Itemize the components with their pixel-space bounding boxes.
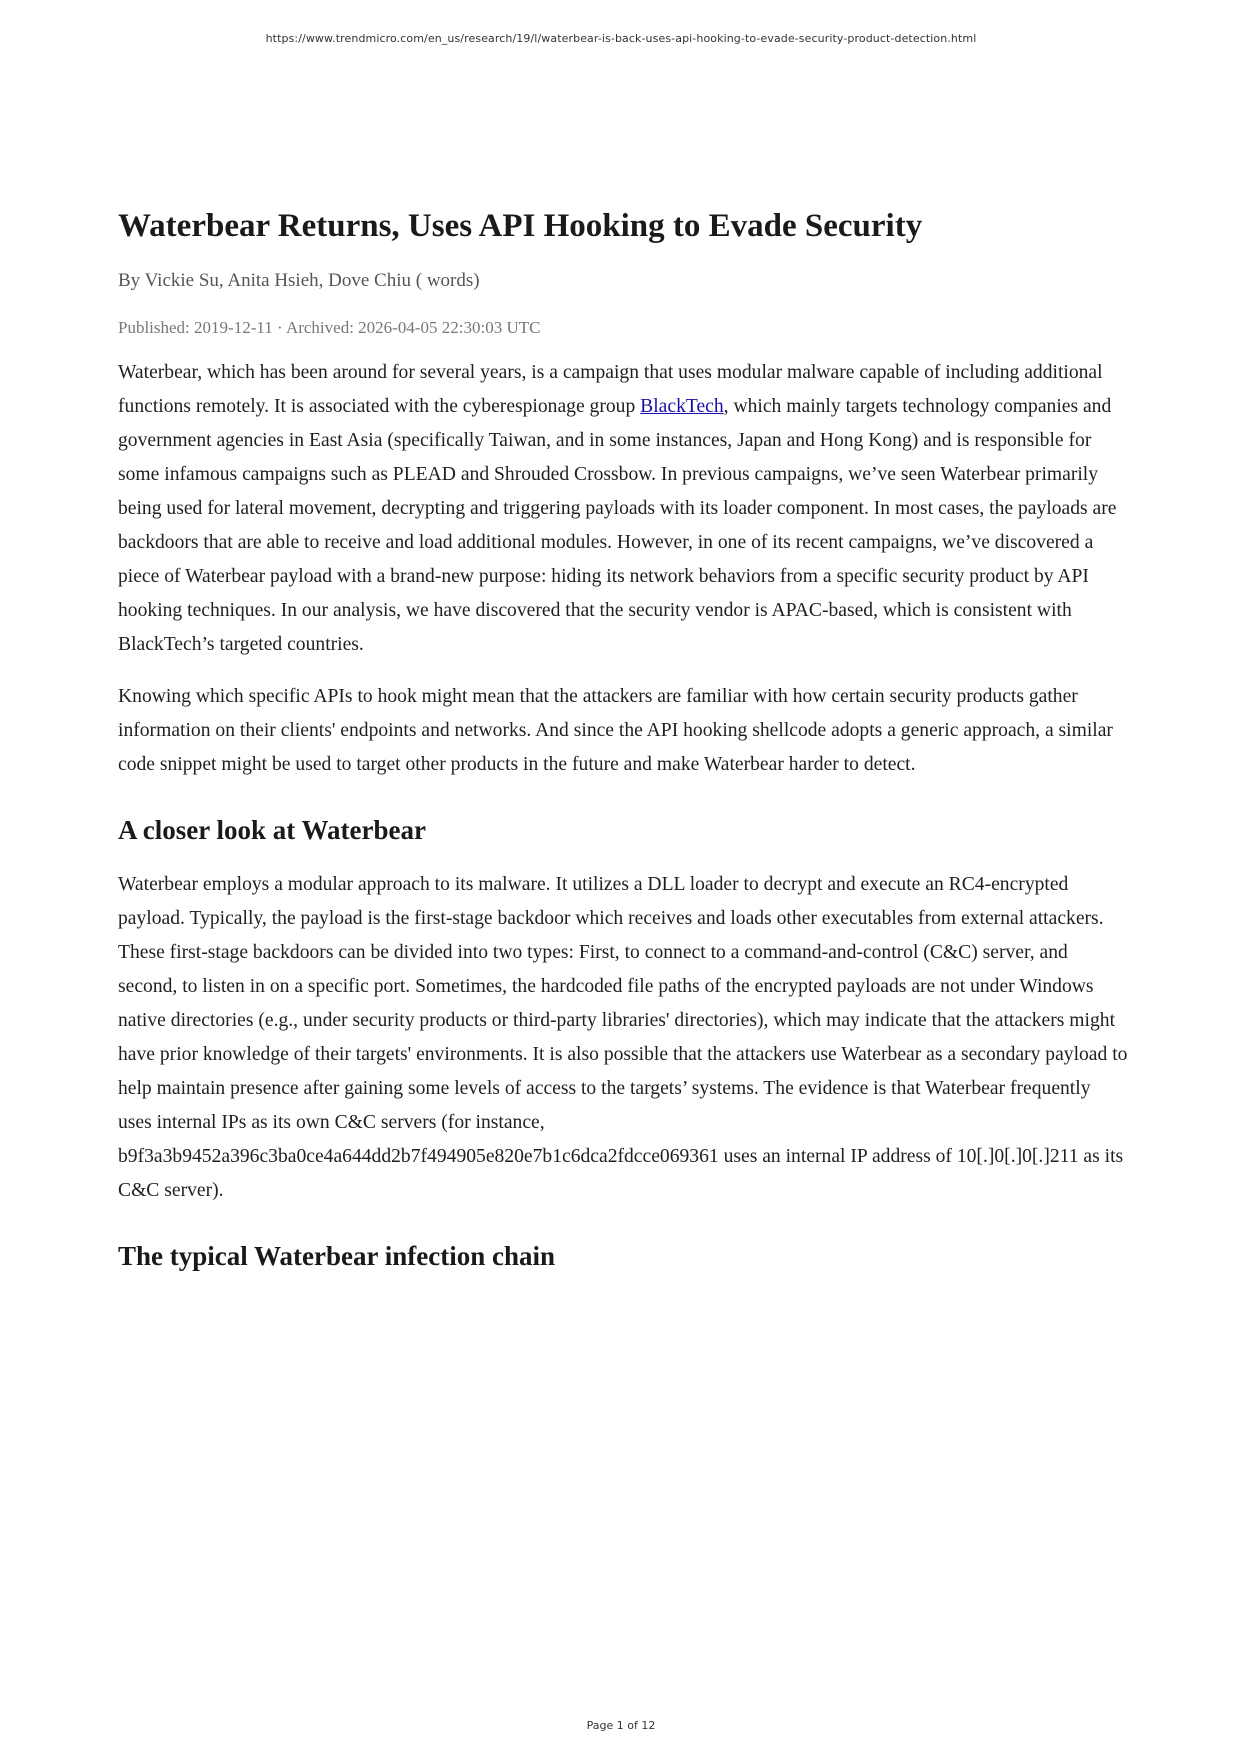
paragraph-api-hooking: Knowing which specific APIs to hook might mean that the attackers are familiar with how certain security products gather information on their clients' endpoints and networks. And since the API hooking shellcode adopts a generic approach, a similar code snippet might be used to target other products in the future and make Waterbear harder to detect. bbox=[118, 686, 1113, 775]
article-body bbox=[118, 206, 1128, 1294]
paragraph-intro bbox=[118, 356, 1128, 662]
section-heading-infection-chain: The typical Waterbear infection chain bbox=[118, 1241, 555, 1271]
source-url: https://www.trendmicro.com/en_us/research/19/l/waterbear-is-back-uses-api-hooking-to-evade-security-product-detection.html bbox=[265, 32, 977, 45]
paragraph-intro-text-end: , which mainly targets technology companies and government agencies in East Asia (specifically Taiwan, and in some instances, Japan and Hong Kong) and is responsible for some infamous campaigns such as PLEAD and Shrouded Crossbow. In previous campaigns, we’ve seen Waterbear primarily being used for lateral movement, decrypting and triggering payloads with its loader component. In most cases, the payloads are backdoors that are able to receive and load additional modules. However, in one of its recent campaigns, we’ve discovered a piece of Waterbear payload with a brand-new purpose: hiding its network behaviors from a specific security product by API hooking techniques. In our analysis, we have discovered that the security vendor is APAC-based, which is consistent with BlackTech’s targeted countries. bbox=[118, 396, 1117, 655]
article-title: Waterbear Returns, Uses API Hooking to Evade Security bbox=[118, 208, 923, 244]
page-number: Page 1 of 12 bbox=[586, 1719, 656, 1732]
publish-info: Published: 2019-12-11 · Archived: 2026-04-05 22:30:03 UTC bbox=[118, 318, 541, 337]
article-byline: By Vickie Su, Anita Hsieh, Dove Chiu ( words) bbox=[118, 270, 480, 291]
section-heading-closer-look: A closer look at Waterbear bbox=[118, 815, 426, 845]
paragraph-intro-text-start: Waterbear, which has been around for several years, is a campaign that uses modular malware capable of including additional functions remotely. It is associated with the cyberespionage group bbox=[118, 362, 1103, 417]
paragraph-modular-approach: Waterbear employs a modular approach to its malware. It utilizes a DLL loader to decrypt and execute an RC4-encrypted payload. Typically, the payload is the first-stage backdoor which receives and loads other executables from external attackers. These first-stage backdoors can be divided into two types: First, to connect to a command-and-control (C&C) server, and second, to listen in on a specific port. Sometimes, the hardcoded file paths of the encrypted payloads are not under Windows native directories (e.g., under security products or third-party libraries' directories), which may indicate that the attackers might have prior knowledge of their targets' environments. It is also possible that the attackers use Waterbear as a secondary payload to help maintain presence after gaining some levels of access to the targets’ systems. The evidence is that Waterbear frequently uses internal IPs as its own C&C servers (for instance, b9f3a3b9452a396c3ba0ce4a644dd2b7f494905e820e7b1c6dca2fdcce069361 uses an internal IP address of 10[.]0[.]0[.]211 as its C&C server). bbox=[118, 874, 1128, 1201]
blacktech-link[interactable]: BlackTech bbox=[640, 396, 724, 417]
